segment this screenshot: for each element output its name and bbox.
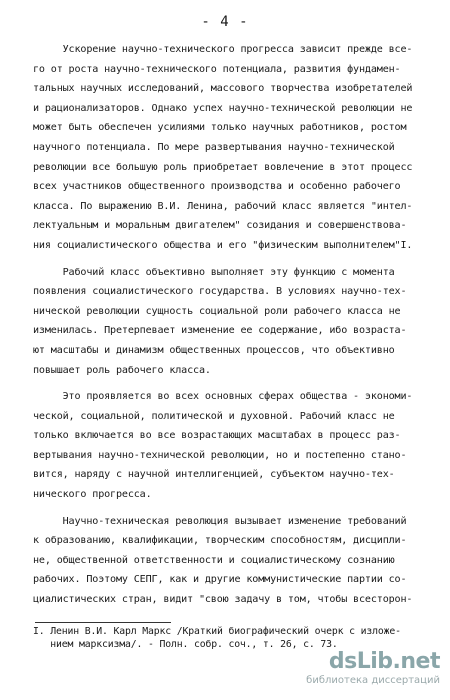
paragraph (33, 387, 433, 505)
text-line: нической революции сущность социальной роли рабочего класса не (33, 305, 401, 317)
watermark-logo: dsLib.net (328, 649, 440, 674)
text-line: к образованию, квалификации, творческим способностям, дисципли- (33, 535, 407, 547)
text-line: лектуальным и моральным двигателем" созидания и совершенствова- (33, 220, 407, 232)
text-line: может быть обеспечен усилиями только научных работников, ростом (33, 122, 407, 134)
body-text (33, 40, 433, 617)
text-line: класса. По выражению В.И. Ленина, рабочий класс является "интел- (33, 200, 413, 212)
text-line: ния социалистического общества и его "физическим выполнителем"I. (33, 239, 413, 251)
text-line: нического прогресса. (33, 489, 152, 501)
text-line: изменилась. Претерпевает изменение ее содержание, ибо возраста- (33, 325, 407, 337)
footnote-divider (35, 622, 171, 623)
text-line: революции все большую роль приобретает вовлечение в этот процесс (33, 161, 413, 173)
text-line: всех участников общественного производства и особенно рабочего (33, 181, 401, 193)
text-line: Ускорение научно-технического прогресса зависит прежде все- (33, 44, 413, 55)
watermark (300, 650, 440, 694)
paragraph (33, 512, 433, 610)
text-line: только включается во все возрастающих масштабах в процесс раз- (33, 430, 401, 442)
watermark-tagline: библиотека диссертаций (306, 675, 440, 686)
text-line: Научно-техническая революция вызывает изменение требований (33, 515, 407, 527)
text-line: Рабочий класс объективно выполняет эту функцию с момента (33, 266, 395, 278)
text-line: тальных научных исследований, массового творчества изобретателей (33, 83, 413, 95)
text-line: циалистических стран, видит "свою задачу в том, чтобы всесторон- (33, 594, 413, 606)
text-line: и рационализаторов. Однако успех научно-технической революции не (33, 102, 413, 114)
paragraph (33, 263, 433, 381)
text-line: появления социалистического государства. В условиях научно-тех- (33, 286, 407, 298)
text-line: повышает роль рабочего класса. (33, 364, 211, 376)
text-line: не, общественной ответственности и социалистическому сознанию (33, 554, 395, 566)
text-line: научного потенциала. По мере развертывания научно-технической (33, 141, 395, 153)
text-line: го от роста научно-технического потенциала, развития фундамен- (33, 63, 401, 75)
footnote-line: нием марксизма/. - Полн. собр. соч., т. 26, с. 73. (33, 639, 338, 650)
paragraph (33, 40, 433, 256)
text-line: Это проявляется во всех основных сферах общества - экономи- (33, 391, 413, 403)
text-line: рабочих. Поэтому СЕПГ, как и другие коммунистические партии со- (33, 574, 407, 586)
text-line: ют масштабы и динамизм общественных процессов, что объективно (33, 344, 395, 356)
text-line: вертывания научно-технической революции, но и постепенно стано- (33, 449, 407, 461)
text-line: ческой, социальной, политической и духовной. Рабочий класс не (33, 410, 395, 422)
footnote-line: I. Ленин В.И. Карл Маркс /Краткий биографический очерк с изложе- (33, 626, 401, 637)
text-line: вится, наряду с научной интеллигенцией, субъектом научно-тех- (33, 469, 395, 481)
page-number: - 4 - (201, 14, 249, 30)
footnote (33, 625, 433, 651)
